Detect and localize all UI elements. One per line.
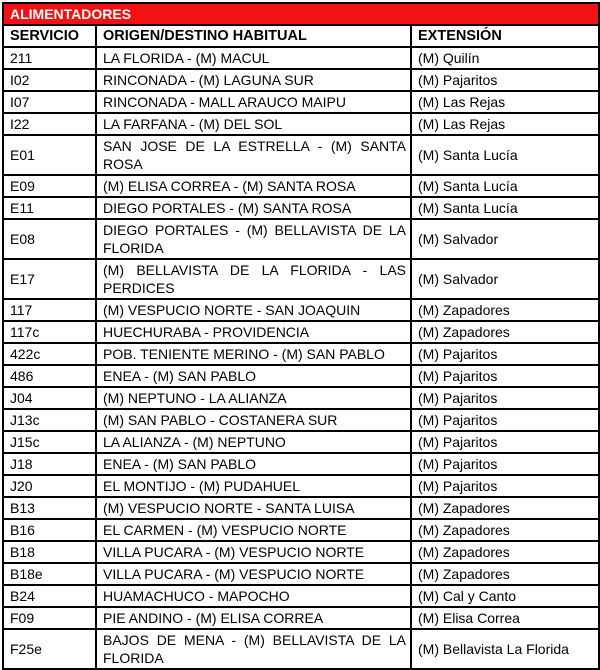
table-row <box>3 563 599 585</box>
table-row <box>3 497 599 519</box>
origen-destino-cell: (M) VESPUCIO NORTE - SANTA LUISA <box>96 497 411 519</box>
extension-cell: (M) Elisa Correa <box>411 607 599 629</box>
table-row <box>3 321 599 343</box>
table-body <box>3 47 599 669</box>
origen-destino-cell: BAJOS DE MENA - (M) BELLAVISTA DE LA FLORIDA <box>96 629 411 669</box>
origen-destino-cell: EL CARMEN - (M) VESPUCIO NORTE <box>96 519 411 541</box>
origen-destino-cell: VILLA PUCARA - (M) VESPUCIO NORTE <box>96 563 411 585</box>
origen-destino-cell: HUECHURABA - PROVIDENCIA <box>96 321 411 343</box>
origen-destino-cell: PIE ANDINO - (M) ELISA CORREA <box>96 607 411 629</box>
servicio-cell: B16 <box>3 519 96 541</box>
extension-cell: (M) Bellavista La Florida <box>411 629 599 669</box>
origen-destino-cell: (M) NEPTUNO - LA ALIANZA <box>96 387 411 409</box>
servicio-cell: E01 <box>3 135 96 175</box>
extension-cell: (M) Pajaritos <box>411 475 599 497</box>
origen-destino-cell: POB. TENIENTE MERINO - (M) SAN PABLO <box>96 343 411 365</box>
servicio-cell: F09 <box>3 607 96 629</box>
servicio-cell: 486 <box>3 365 96 387</box>
origen-destino-cell: (M) SAN PABLO - COSTANERA SUR <box>96 409 411 431</box>
origen-destino-cell: ENEA - (M) SAN PABLO <box>96 453 411 475</box>
origen-destino-cell: SAN JOSE DE LA ESTRELLA - (M) SANTA ROSA <box>96 135 411 175</box>
table-row <box>3 453 599 475</box>
servicio-cell: B18e <box>3 563 96 585</box>
servicio-cell: I07 <box>3 91 96 113</box>
table-row <box>3 69 599 91</box>
extension-cell: (M) Cal y Canto <box>411 585 599 607</box>
table-row <box>3 47 599 69</box>
origen-destino-cell: LA ALIANZA - (M) NEPTUNO <box>96 431 411 453</box>
table-row <box>3 409 599 431</box>
servicio-cell: 117 <box>3 299 96 321</box>
extension-cell: (M) Las Rejas <box>411 91 599 113</box>
origen-destino-cell: (M) BELLAVISTA DE LA FLORIDA - LAS PERDICES <box>96 259 411 299</box>
table-row <box>3 259 599 299</box>
table-row <box>3 197 599 219</box>
table-row <box>3 91 599 113</box>
servicio-cell: J04 <box>3 387 96 409</box>
table-row <box>3 299 599 321</box>
servicio-cell: E11 <box>3 197 96 219</box>
extension-cell: (M) Quilín <box>411 47 599 69</box>
origen-destino-cell: DIEGO PORTALES - (M) BELLAVISTA DE LA FLORIDA <box>96 219 411 259</box>
table-row <box>3 541 599 563</box>
servicio-cell: 211 <box>3 47 96 69</box>
servicio-cell: 117c <box>3 321 96 343</box>
table-row <box>3 135 599 175</box>
table-row <box>3 475 599 497</box>
servicio-cell: J20 <box>3 475 96 497</box>
table-row <box>3 585 599 607</box>
table-row <box>3 607 599 629</box>
table-row <box>3 175 599 197</box>
servicio-cell: 422c <box>3 343 96 365</box>
extension-cell: (M) Zapadores <box>411 497 599 519</box>
extension-cell: (M) Santa Lucía <box>411 197 599 219</box>
extension-cell: (M) Las Rejas <box>411 113 599 135</box>
origen-destino-cell: LA FARFANA - (M) DEL SOL <box>96 113 411 135</box>
column-header-extension: EXTENSIÓN <box>411 25 599 47</box>
table-title-row <box>3 3 599 25</box>
table-row <box>3 519 599 541</box>
table-row <box>3 365 599 387</box>
extension-cell: (M) Santa Lucía <box>411 175 599 197</box>
servicio-cell: J13c <box>3 409 96 431</box>
origen-destino-cell: EL MONTIJO - (M) PUDAHUEL <box>96 475 411 497</box>
extension-cell: (M) Zapadores <box>411 321 599 343</box>
origen-destino-cell: (M) VESPUCIO NORTE - SAN JOAQUIN <box>96 299 411 321</box>
table-row <box>3 387 599 409</box>
servicio-cell: E09 <box>3 175 96 197</box>
extension-cell: (M) Pajaritos <box>411 69 599 91</box>
servicio-cell: J18 <box>3 453 96 475</box>
extension-cell: (M) Zapadores <box>411 541 599 563</box>
servicio-cell: E08 <box>3 219 96 259</box>
extension-cell: (M) Pajaritos <box>411 409 599 431</box>
origen-destino-cell: HUAMACHUCO - MAPOCHO <box>96 585 411 607</box>
origen-destino-cell: ENEA - (M) SAN PABLO <box>96 365 411 387</box>
column-header-servicio: SERVICIO <box>3 25 96 47</box>
origen-destino-cell: RINCONADA - MALL ARAUCO MAIPU <box>96 91 411 113</box>
feeder-services-table <box>2 2 600 670</box>
extension-cell: (M) Pajaritos <box>411 343 599 365</box>
extension-cell: (M) Pajaritos <box>411 387 599 409</box>
table-title: ALIMENTADORES <box>3 3 599 25</box>
table-row <box>3 113 599 135</box>
origen-destino-cell: RINCONADA - (M) LAGUNA SUR <box>96 69 411 91</box>
extension-cell: (M) Pajaritos <box>411 453 599 475</box>
column-header-origen-destino: ORIGEN/DESTINO HABITUAL <box>96 25 411 47</box>
servicio-cell: I22 <box>3 113 96 135</box>
servicio-cell: F25e <box>3 629 96 669</box>
extension-cell: (M) Salvador <box>411 219 599 259</box>
table-row <box>3 629 599 669</box>
extension-cell: (M) Zapadores <box>411 299 599 321</box>
servicio-cell: B13 <box>3 497 96 519</box>
table-row <box>3 431 599 453</box>
extension-cell: (M) Pajaritos <box>411 431 599 453</box>
extension-cell: (M) Salvador <box>411 259 599 299</box>
origen-destino-cell: (M) ELISA CORREA - (M) SANTA ROSA <box>96 175 411 197</box>
origen-destino-cell: VILLA PUCARA - (M) VESPUCIO NORTE <box>96 541 411 563</box>
servicio-cell: B24 <box>3 585 96 607</box>
extension-cell: (M) Santa Lucía <box>411 135 599 175</box>
servicio-cell: J15c <box>3 431 96 453</box>
servicio-cell: I02 <box>3 69 96 91</box>
servicio-cell: E17 <box>3 259 96 299</box>
table-row <box>3 343 599 365</box>
table-row <box>3 219 599 259</box>
extension-cell: (M) Zapadores <box>411 519 599 541</box>
origen-destino-cell: DIEGO PORTALES - (M) SANTA ROSA <box>96 197 411 219</box>
extension-cell: (M) Pajaritos <box>411 365 599 387</box>
origen-destino-cell: LA FLORIDA - (M) MACUL <box>96 47 411 69</box>
extension-cell: (M) Zapadores <box>411 563 599 585</box>
servicio-cell: B18 <box>3 541 96 563</box>
column-header-row <box>3 25 599 47</box>
